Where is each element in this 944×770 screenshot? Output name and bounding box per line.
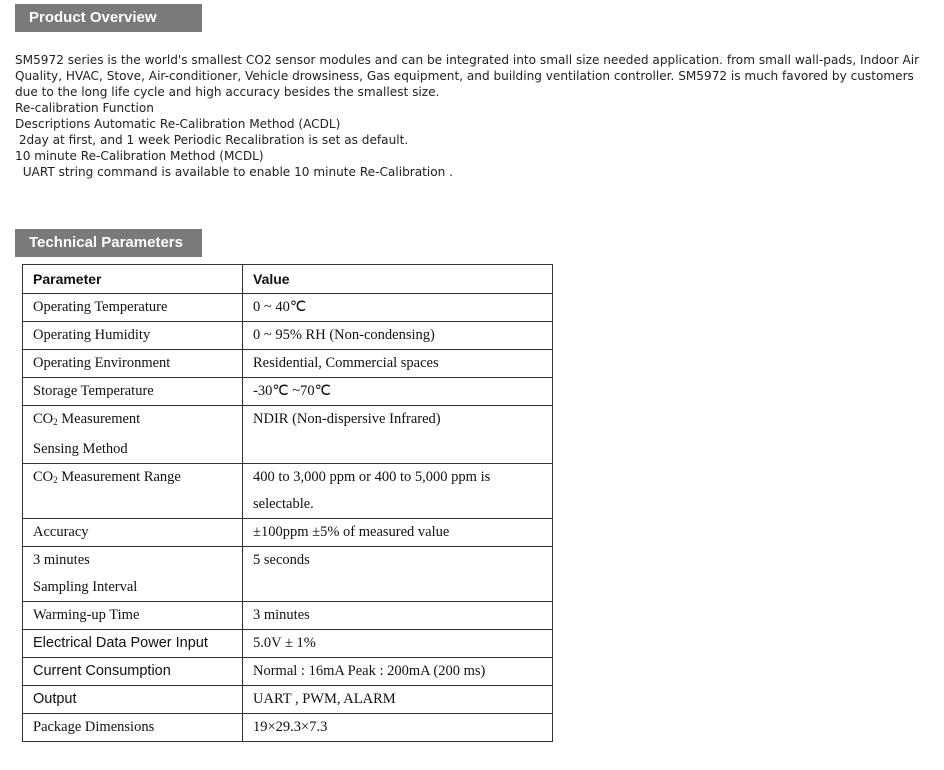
value-cell: 400 to 3,000 ppm or 400 to 5,000 ppm is selectable. xyxy=(243,464,553,519)
table-row xyxy=(23,602,553,630)
param-line-2: Sampling Interval xyxy=(33,579,138,595)
value-cell: UART , PWM, ALARM xyxy=(243,686,553,714)
table-row xyxy=(23,350,553,378)
value-cell: Normal : 16mA Peak : 200mA (200 ms) xyxy=(243,658,553,686)
table-row xyxy=(23,686,553,714)
value-cell: 19×29.3×7.3 xyxy=(243,714,553,742)
table-row xyxy=(23,519,553,547)
param-line: $CO_2$ Measurement xyxy=(33,411,141,427)
param-cell: $CO_2$ Measurement Range xyxy=(23,464,243,519)
value-cell: NDIR (Non-dispersive Infrared) xyxy=(243,406,553,464)
table-row xyxy=(23,294,553,322)
param-cell: Current Consumption xyxy=(23,658,243,686)
param-cell: Accuracy xyxy=(23,519,243,547)
value-cell: Residential, Commercial spaces xyxy=(243,350,553,378)
param-cell: Operating Environment xyxy=(23,350,243,378)
technical-parameters-heading: Technical Parameters xyxy=(15,229,202,257)
overview-line-acdl: Descriptions Automatic Re-Calibration Method (ACDL) xyxy=(15,117,341,131)
table-row xyxy=(23,406,553,464)
overview-line-recalibration: Re-calibration Function xyxy=(15,101,154,115)
overview-line-acdl-detail: 2day at first, and 1 week Periodic Recalibration is set as default. xyxy=(15,133,409,147)
table-row xyxy=(23,547,553,602)
table-row xyxy=(23,630,553,658)
value-cell: 5.0V ± 1% xyxy=(243,630,553,658)
value-cell: 5 seconds xyxy=(243,547,553,602)
param-cell xyxy=(23,547,243,602)
param-line-2: Sensing Method xyxy=(33,441,128,457)
param-cell: Electrical Data Power Input xyxy=(23,630,243,658)
param-cell: Warming-up Time xyxy=(23,602,243,630)
overview-text xyxy=(15,52,940,180)
param-cell: Operating Temperature xyxy=(23,294,243,322)
value-cell: -30℃ ~70℃ xyxy=(243,378,553,406)
table-header-row xyxy=(23,265,553,294)
technical-parameters-table xyxy=(22,264,553,742)
overview-line-mcdl: 10 minute Re-Calibration Method (MCDL) xyxy=(15,149,264,163)
table-row xyxy=(23,322,553,350)
param-cell: Package Dimensions xyxy=(23,714,243,742)
column-header-parameter: Parameter xyxy=(23,265,243,294)
param-line: 3 minutes xyxy=(33,552,90,568)
table-row xyxy=(23,464,553,519)
table-row xyxy=(23,714,553,742)
table-row xyxy=(23,658,553,686)
product-overview-heading: Product Overview xyxy=(15,4,202,32)
column-header-value: Value xyxy=(243,265,553,294)
value-cell: 3 minutes xyxy=(243,602,553,630)
param-cell: Storage Temperature xyxy=(23,378,243,406)
param-cell: Output xyxy=(23,686,243,714)
param-cell: Operating Humidity xyxy=(23,322,243,350)
overview-line-mcdl-detail: UART string command is available to enable 10 minute Re-Calibration . xyxy=(15,165,453,179)
value-cell: 0 ~ 95% RH (Non-condensing) xyxy=(243,322,553,350)
table-row xyxy=(23,378,553,406)
value-cell: ±100ppm ±5% of measured value xyxy=(243,519,553,547)
param-cell xyxy=(23,406,243,464)
overview-paragraph: SM5972 series is the world's smallest CO2 sensor modules and can be integrated into small size needed application. from small wall-pads, Indoor Air Quality, HVAC, Stove, Air-conditioner, Vehicle drowsiness, Gas equipment, and building ventilation controller. SM5972 is much favored by customers due to the long life cycle and high accuracy besides the smallest size. xyxy=(15,53,920,99)
value-cell: 0 ~ 40℃ xyxy=(243,294,553,322)
